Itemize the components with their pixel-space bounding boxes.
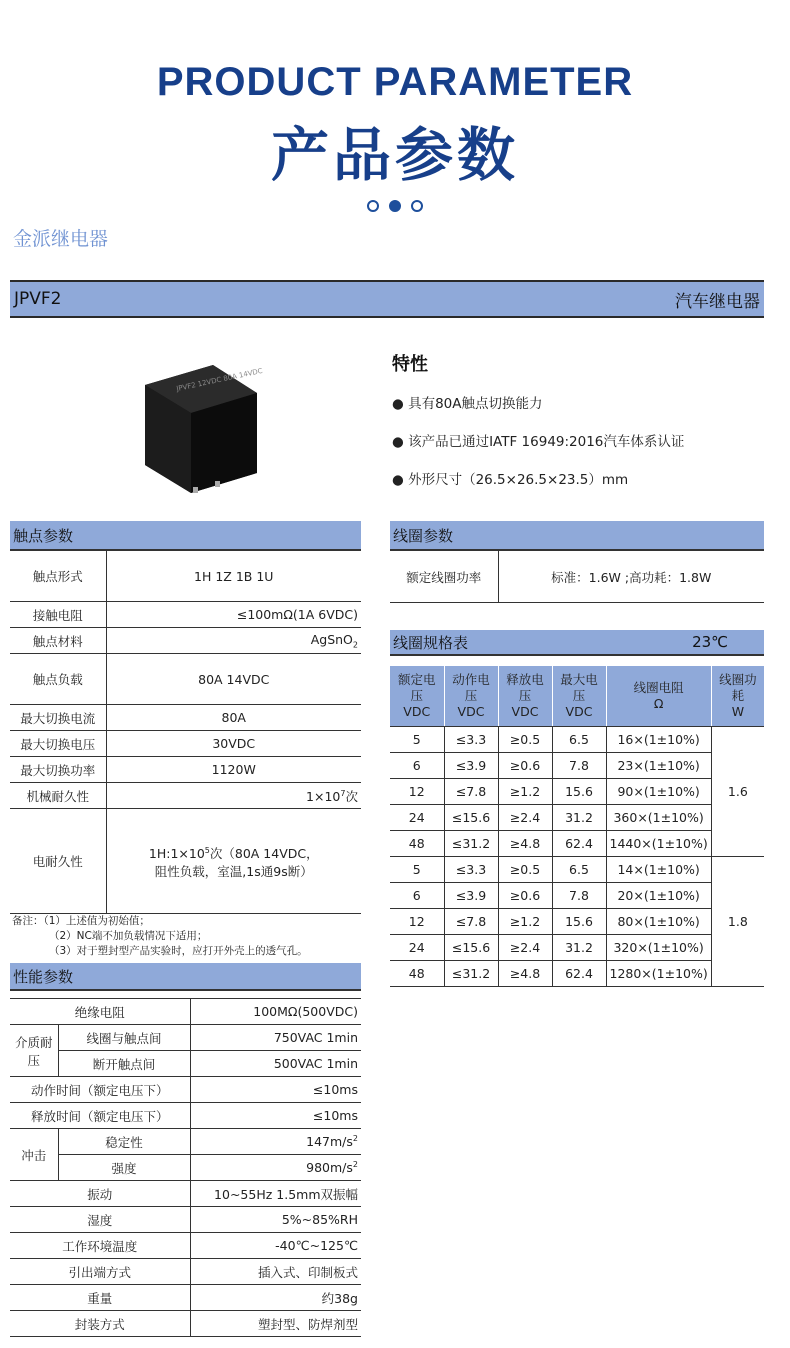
row-label: 触点形式 (10, 551, 106, 602)
table-row (10, 1285, 361, 1311)
table-row (390, 831, 764, 857)
table-cell: 6.5 (552, 857, 606, 883)
carousel-dot[interactable] (411, 200, 423, 212)
row-label: 电耐久性 (10, 809, 106, 914)
svg-text:JPVF2 12VDC 80A 14VDC: JPVF2 12VDC 80A 14VDC (175, 366, 264, 393)
table-cell: 48 (390, 831, 444, 857)
table-cell: 12 (390, 779, 444, 805)
row-label: 振动 (10, 1181, 190, 1207)
table-row (10, 654, 361, 705)
table-row (390, 551, 764, 603)
row-label: 湿度 (10, 1207, 190, 1233)
row-value: $1H:1\times 10^5$次（80A 14VDC， 阻性负载，室温,1s通9s断） (106, 809, 361, 914)
table-header-row (390, 666, 764, 727)
table-cell: ≤3.3 (444, 857, 498, 883)
performance-table (10, 998, 361, 1337)
row-value: AgSnO$_2$ (106, 628, 361, 654)
table-cell: ≥4.8 (498, 831, 552, 857)
table-row (10, 1077, 361, 1103)
product-model: JPVF2 (14, 289, 62, 309)
carousel-dot-active[interactable] (389, 200, 401, 212)
column-header: 线圈功耗 W (711, 666, 764, 727)
table-row (10, 602, 361, 628)
table-row (390, 857, 764, 883)
row-label: 触点材料 (10, 628, 106, 654)
row-label: 机械耐久性 (10, 783, 106, 809)
table-cell: 6 (390, 753, 444, 779)
table-cell: ≥2.4 (498, 805, 552, 831)
table-row (10, 1025, 361, 1051)
title-chinese: 产品参数 (270, 121, 519, 189)
table-cell: ≤15.6 (444, 805, 498, 831)
performance-section-title: 性能参数 (10, 963, 361, 991)
row-value: 5%~85%RH (190, 1207, 361, 1233)
row-label: 动作时间（额定电压下） (10, 1077, 190, 1103)
table-row (390, 961, 764, 987)
row-label: 绝缘电阻 (10, 999, 190, 1025)
table-row (10, 809, 361, 914)
table-cell: 12 (390, 909, 444, 935)
table-cell: 15.6 (552, 779, 606, 805)
table-cell: 62.4 (552, 831, 606, 857)
relay-photo-icon (135, 355, 265, 495)
coil-power-cell: 1.6 (711, 727, 764, 857)
table-cell: 90×(1±10%) (606, 779, 711, 805)
table-cell: 31.2 (552, 805, 606, 831)
row-value: -40℃~125℃ (190, 1233, 361, 1259)
row-label: 封装方式 (10, 1311, 190, 1337)
table-row (10, 628, 361, 654)
row-value: ≤10ms (190, 1103, 361, 1129)
table-cell: 5 (390, 727, 444, 753)
table-row (10, 1207, 361, 1233)
row-value: 插入式、印制板式 (190, 1259, 361, 1285)
row-label: 最大切换电流 (10, 705, 106, 731)
table-cell: ≥0.5 (498, 727, 552, 753)
table-cell: ≤3.9 (444, 883, 498, 909)
row-value: 500VAC 1min (190, 1051, 361, 1077)
table-row (10, 705, 361, 731)
table-row (10, 731, 361, 757)
row-value: 标准：1.6W ;高功耗：1.8W (498, 551, 764, 603)
table-cell: ≤3.9 (444, 753, 498, 779)
table-row (10, 551, 361, 602)
contact-table (10, 551, 361, 914)
row-label: 额定线圈功率 (390, 551, 498, 603)
table-row (390, 753, 764, 779)
row-label: 重量 (10, 1285, 190, 1311)
table-cell: 1440×(1±10%) (606, 831, 711, 857)
row-value: 塑封型、防焊剂型 (190, 1311, 361, 1337)
table-row (10, 1311, 361, 1337)
table-row (390, 909, 764, 935)
table-cell: 62.4 (552, 961, 606, 987)
row-label: 引出端方式 (10, 1259, 190, 1285)
column-header: 最大电压 VDC (552, 666, 606, 727)
column-header: 动作电压 VDC (444, 666, 498, 727)
table-row (390, 779, 764, 805)
row-label: 工作环境温度 (10, 1233, 190, 1259)
coil-spec-section-title (390, 630, 764, 656)
table-cell: 14×(1±10%) (606, 857, 711, 883)
feature-item: ● 外形尺寸（26.5×26.5×23.5）mm (392, 472, 629, 488)
feature-item: ● 具有80A触点切换能力 (392, 396, 543, 412)
table-row (10, 1233, 361, 1259)
table-cell: 24 (390, 935, 444, 961)
row-sublabel: 稳定性 (58, 1129, 190, 1155)
table-cell: 7.8 (552, 753, 606, 779)
table-cell: 31.2 (552, 935, 606, 961)
row-label: 接触电阻 (10, 602, 106, 628)
table-cell: 320×(1±10%) (606, 935, 711, 961)
table-row (10, 1259, 361, 1285)
row-value: $147m/s^2$ (190, 1129, 361, 1155)
column-header: 线圈电阻 Ω (606, 666, 711, 727)
row-label: 最大切换功率 (10, 757, 106, 783)
table-row (10, 1103, 361, 1129)
contact-section-title: 触点参数 (10, 521, 361, 551)
row-value: ≤10ms (190, 1077, 361, 1103)
row-value: 80A 14VDC (106, 654, 361, 705)
table-cell: ≥1.2 (498, 909, 552, 935)
table-row (10, 1155, 361, 1181)
row-label: 介质耐压 (10, 1025, 58, 1077)
column-header: 释放电压 VDC (498, 666, 552, 727)
table-cell: ≤31.2 (444, 961, 498, 987)
table-cell: 15.6 (552, 909, 606, 935)
table-row (390, 805, 764, 831)
table-row (10, 1129, 361, 1155)
coil-power-cell: 1.8 (711, 857, 764, 987)
table-row (390, 727, 764, 753)
row-value: 1H 1Z 1B 1U (106, 551, 361, 602)
row-value: $980m/s^2$ (190, 1155, 361, 1181)
table-cell: ≤7.8 (444, 779, 498, 805)
contact-notes: 备注：（1）上述值为初始值； （2）NC端不加负载情况下适用； （3）对于塑封型产品实验时，应打开外壳上的透气孔。 (12, 915, 308, 957)
coil-spec-title: 线圈规格表 (393, 633, 469, 652)
table-cell: ≤15.6 (444, 935, 498, 961)
coil-section-title: 线圈参数 (390, 521, 764, 551)
row-value: 约38g (190, 1285, 361, 1311)
table-row (10, 999, 361, 1025)
table-cell: ≥0.5 (498, 857, 552, 883)
table-cell: 1280×(1±10%) (606, 961, 711, 987)
table-row (10, 757, 361, 783)
table-cell: ≤7.8 (444, 909, 498, 935)
product-category: 汽车继电器 (675, 291, 760, 312)
table-cell: 80×(1±10%) (606, 909, 711, 935)
table-cell: 6.5 (552, 727, 606, 753)
row-label: 触点负载 (10, 654, 106, 705)
title-english: PRODUCT PARAMETER (156, 60, 634, 104)
table-cell: 23×(1±10%) (606, 753, 711, 779)
table-row (390, 883, 764, 909)
table-cell: ≤3.3 (444, 727, 498, 753)
product-bar (10, 280, 764, 318)
row-value: ≤100mΩ(1A 6VDC) (106, 602, 361, 628)
feature-item: ● 该产品已通过IATF 16949:2016汽车体系认证 (392, 434, 685, 450)
table-cell: ≥0.6 (498, 883, 552, 909)
table-cell: 24 (390, 805, 444, 831)
row-value: 100MΩ(500VDC) (190, 999, 361, 1025)
table-cell: ≥4.8 (498, 961, 552, 987)
table-row (10, 1181, 361, 1207)
row-sublabel: 断开触点间 (58, 1051, 190, 1077)
row-value: $1\times 10^7$次 (106, 783, 361, 809)
table-cell: 48 (390, 961, 444, 987)
row-label: 冲击 (10, 1129, 58, 1181)
table-row (10, 1051, 361, 1077)
product-image (135, 355, 265, 495)
row-sublabel: 线圈与触点间 (58, 1025, 190, 1051)
table-cell: ≥1.2 (498, 779, 552, 805)
features-title: 特性 (392, 354, 428, 375)
row-label: 释放时间（额定电压下） (10, 1103, 190, 1129)
table-cell: 7.8 (552, 883, 606, 909)
table-cell: 360×(1±10%) (606, 805, 711, 831)
row-value: 30VDC (106, 731, 361, 757)
table-cell: ≥0.6 (498, 753, 552, 779)
coil-spec-table (390, 666, 764, 987)
row-value: 80A (106, 705, 361, 731)
table-cell: 20×(1±10%) (606, 883, 711, 909)
table-cell: ≤31.2 (444, 831, 498, 857)
table-cell: 5 (390, 857, 444, 883)
column-header: 额定电压 VDC (390, 666, 444, 727)
row-value: 750VAC 1min (190, 1025, 361, 1051)
table-cell: 16×(1±10%) (606, 727, 711, 753)
carousel-dot[interactable] (367, 200, 379, 212)
row-label: 最大切换电压 (10, 731, 106, 757)
table-cell: ≥2.4 (498, 935, 552, 961)
brand-name: 金派继电器 (13, 228, 109, 250)
table-row (10, 783, 361, 809)
coil-spec-temperature: 23℃ (692, 633, 728, 651)
row-value: 1120W (106, 757, 361, 783)
coil-table (390, 551, 764, 603)
row-sublabel: 强度 (58, 1155, 190, 1181)
row-value: 10~55Hz 1.5mm双振幅 (190, 1181, 361, 1207)
table-row (390, 935, 764, 961)
table-cell: 6 (390, 883, 444, 909)
carousel-indicator (0, 200, 790, 212)
